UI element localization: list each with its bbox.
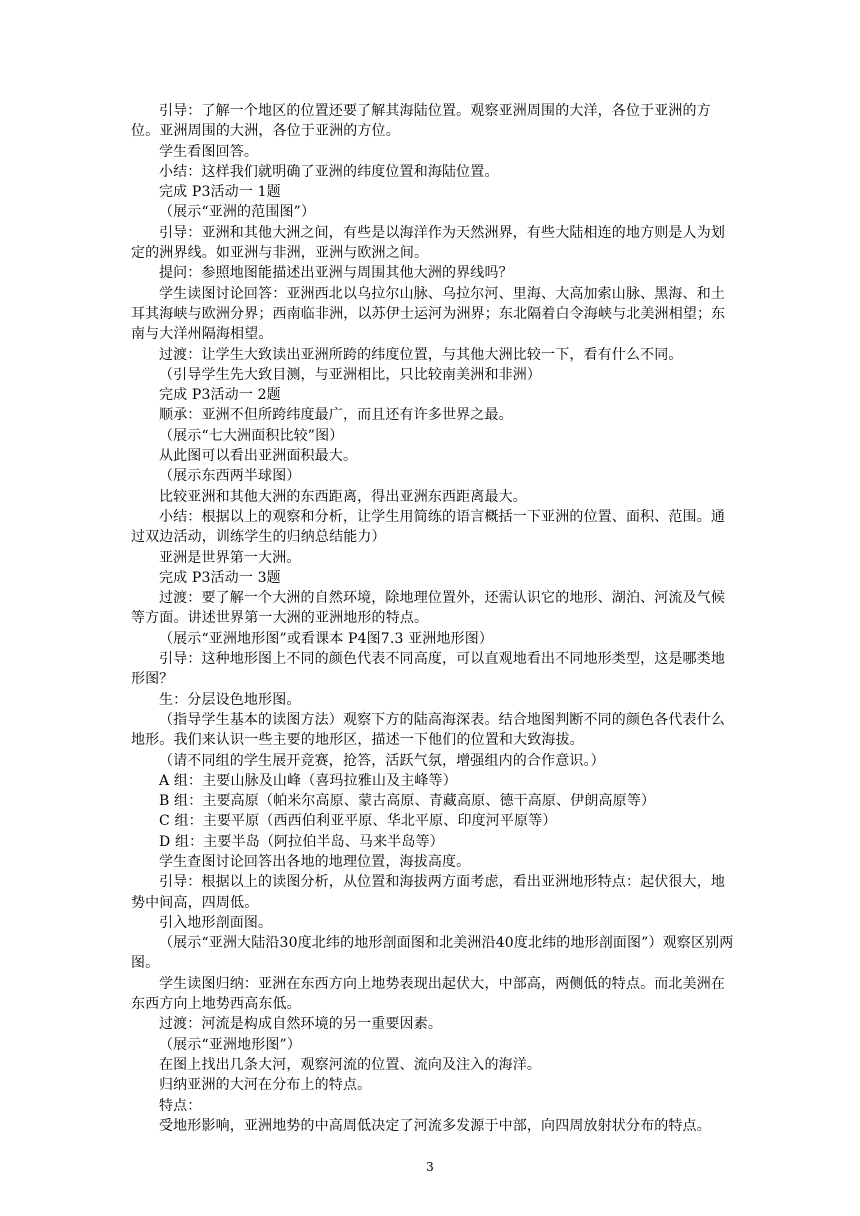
paragraph: 学生查图讨论回答出各地的地理位置，海拔高度。: [159, 853, 471, 870]
paragraph: 学生读图讨论回答：亚洲西北以乌拉尔山脉、乌拉尔河、里海、大高加索山脉、黑海、和土耳其海峡与欧洲分界；西南临非洲，以苏伊士运河为洲界；东北隔着白令海峡与北美洲相望；东南与大洋州隔海相望。: [131, 285, 726, 343]
paragraph: 完成 P3活动一 1题: [159, 184, 281, 201]
group-item: C 组：主要平原（西西伯利亚平原、华北平原、印度河平原等）: [159, 813, 557, 830]
paragraph: 受地形影响，亚洲地势的中高周低决定了河流多发源于中部，向四周放射状分布的特点。: [159, 1117, 711, 1134]
paragraph: 生：分层设色地形图。: [159, 691, 301, 708]
paragraph: （展示“亚洲大陆沿30度北纬的地形剖面图和北美洲沿40度北纬的地形剖面图”）观察区别两图。: [131, 935, 734, 972]
paragraph: 顺承：亚洲不但所跨纬度最广，而且还有许多世界之最。: [159, 407, 513, 424]
paragraph: 在图上找出几条大河，观察河流的位置、流向及注入的海洋。: [159, 1056, 542, 1073]
paragraph: 过渡：要了解一个大洲的自然环境，除地理位置外，还需认识它的地形、湖泊、河流及气候等方面。讲述世界第一大洲的亚洲地形的特点。: [131, 590, 725, 627]
paragraph: 小结：这样我们就明确了亚洲的纬度位置和海陆位置。: [159, 163, 499, 180]
paragraph: （展示“七大洲面积比较”图）: [159, 427, 344, 444]
paragraph: 引入地形剖面图。: [159, 914, 273, 931]
paragraph: 小结：根据以上的观察和分析，让学生用简练的语言概括一下亚洲的位置、面积、范围。通过双边活动，训练学生的归纳总结能力）: [131, 508, 725, 546]
paragraph: 过渡：河流是构成自然环境的另一重要因素。: [159, 1016, 442, 1033]
paragraph: 归纳亚洲的大河在分布上的特点。: [159, 1077, 372, 1094]
paragraph: （指导学生基本的读图方法）观察下方的陆高海深表。结合地图判断不同的颜色各代表什么地形。我们来认识一些主要的地形区，描述一下他们的位置和大致海拔。: [131, 711, 725, 749]
paragraph: （展示“亚洲地形图”或看课本 P4图7.3 亚洲地形图）: [159, 630, 494, 647]
paragraph: 过渡：让学生大致读出亚洲所跨的纬度位置，与其他大洲比较一下，看有什么不同。: [159, 346, 683, 363]
paragraph: 学生读图归纳：亚洲在东西方向上地势表现出起伏大，中部高，两侧低的特点。而北美洲在东西方向上地势西高东低。: [131, 975, 725, 1013]
paragraph: 引导：亚洲和其他大洲之间，有些是以海洋作为天然洲界，有些大陆相连的地方则是人为划定的洲界线。如亚洲与非洲，亚洲与欧洲之间。: [131, 224, 725, 262]
paragraph: 提问：参照地图能描述出亚洲与周围其他大洲的界线吗？: [159, 265, 513, 282]
paragraph: （引导学生先大致目测，与亚洲相比，只比较南美洲和非洲）: [159, 366, 542, 383]
paragraph: 从此图可以看出亚洲面积最大。: [159, 448, 358, 465]
paragraph: 学生看图回答。: [159, 143, 259, 160]
paragraph: （展示东西两半球图）: [159, 468, 301, 485]
page-number: 3: [426, 1160, 434, 1174]
page-content: [131, 101, 738, 1136]
paragraph: （展示“亚洲地形图”）: [159, 1036, 301, 1053]
group-item: B 组：主要高原（帕米尔高原、蒙古高原、青藏高原、德干高原、伊朗高原等）: [159, 793, 656, 810]
paragraph: 引导：了解一个地区的位置还要了解其海陆位置。观察亚洲周围的大洋，各位于亚洲的方位。亚洲周围的大洲，各位于亚洲的方位。: [131, 103, 711, 140]
paragraph: 引导：这种地形图上不同的颜色代表不同高度，可以直观地看出不同地形类型，这是哪类地形图？: [131, 651, 725, 688]
group-item: D 组：主要半岛（阿拉伯半岛、马来半岛等）: [159, 833, 444, 850]
paragraph: 引导：根据以上的读图分析，从位置和海拔两方面考虑，看出亚洲地形特点：起伏很大，地势中间高，四周低。: [131, 874, 725, 911]
paragraph: 完成 P3活动一 2题: [159, 387, 281, 404]
group-item: A 组：主要山脉及山峰（喜玛拉雅山及主峰等）: [159, 772, 457, 789]
paragraph: （展示“亚洲的范围图”）: [159, 204, 316, 221]
paragraph: 特点：: [159, 1097, 202, 1114]
paragraph: 亚洲是世界第一大洲。: [159, 549, 301, 566]
paragraph: 完成 P3活动一 3题: [159, 569, 281, 586]
paragraph: 比较亚洲和其他大洲的东西距离，得出亚洲东西距离最大。: [159, 488, 527, 505]
paragraph: （请不同组的学生展开竞赛，抢答，活跃气氛，增强组内的合作意识。）: [159, 752, 605, 769]
